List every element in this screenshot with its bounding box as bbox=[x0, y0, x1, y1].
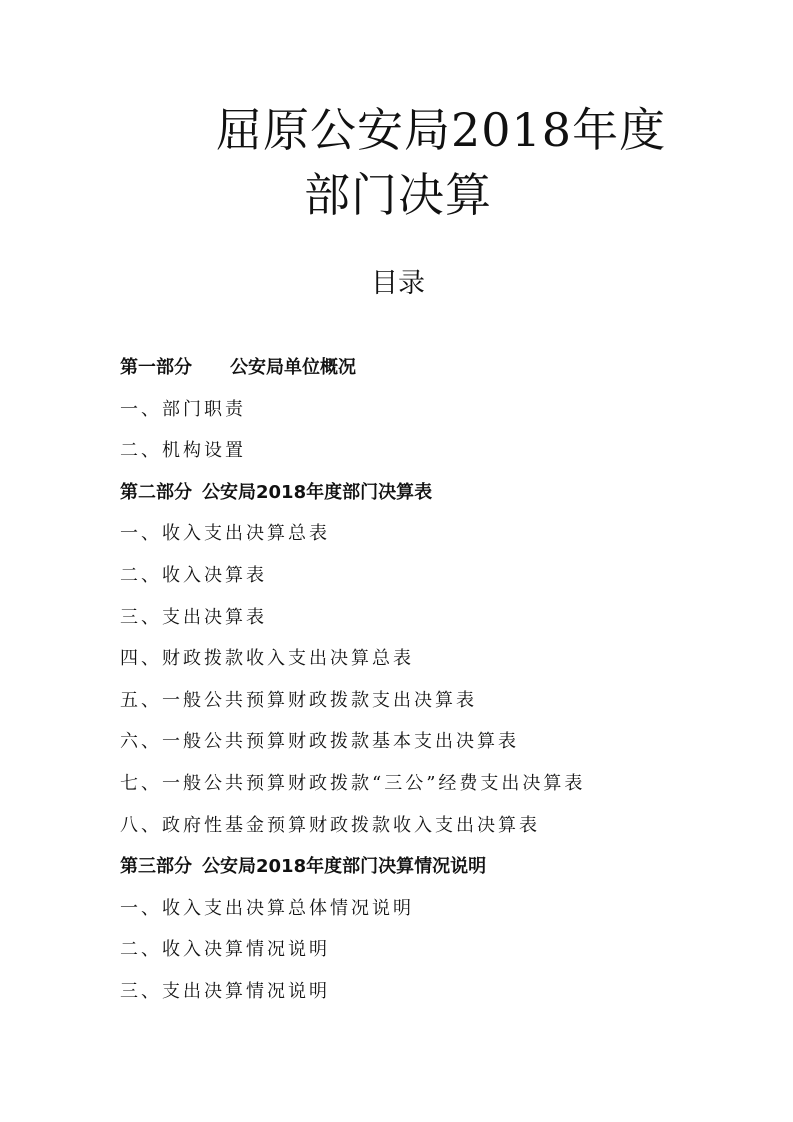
toc-entry[interactable]: 七、一般公共预算财政拨款“三公”经费支出决算表 bbox=[120, 772, 586, 794]
toc-entry[interactable]: 八、政府性基金预算财政拨款收入支出决算表 bbox=[120, 814, 540, 836]
toc-section-part-2[interactable] bbox=[120, 472, 770, 514]
toc-entry[interactable]: 二、机构设置 bbox=[120, 440, 246, 462]
toc-heading: 目录 bbox=[371, 268, 425, 299]
toc-entry[interactable]: 五、一般公共预算财政拨款支出决算表 bbox=[120, 689, 477, 711]
toc-entry[interactable]: 三、支出决算表 bbox=[120, 606, 267, 628]
toc-entry[interactable]: 一、收入支出决算总体情况说明 bbox=[120, 897, 414, 919]
toc-section-title: 公安局单位概况 bbox=[230, 357, 356, 378]
toc-entry[interactable]: 一、部门职责 bbox=[120, 398, 246, 420]
toc-entry[interactable]: 一、收入支出决算总表 bbox=[120, 523, 330, 545]
document-title-line-2: 部门决算 bbox=[304, 168, 492, 222]
document-title-line-1: 屈原公安局2018年度 bbox=[216, 103, 667, 157]
toc-section-title: 公安局2018年度部门决算表 bbox=[202, 481, 433, 503]
table-of-contents bbox=[120, 347, 770, 1013]
toc-section-part-1[interactable] bbox=[120, 347, 770, 389]
toc-entry[interactable]: 六、一般公共预算财政拨款基本支出决算表 bbox=[120, 731, 519, 753]
toc-section-label: 第二部分 bbox=[120, 481, 192, 503]
toc-section-label: 第一部分 bbox=[120, 357, 192, 378]
toc-entry[interactable]: 四、财政拨款收入支出决算总表 bbox=[120, 648, 414, 670]
toc-section-label: 第三部分 bbox=[120, 856, 192, 878]
toc-entry[interactable]: 二、收入决算表 bbox=[120, 564, 267, 586]
toc-section-part-3[interactable] bbox=[120, 846, 770, 888]
toc-section-title: 公安局2018年度部门决算情况说明 bbox=[202, 856, 487, 878]
toc-entry[interactable]: 二、收入决算情况说明 bbox=[120, 939, 330, 961]
toc-entry[interactable]: 三、支出决算情况说明 bbox=[120, 980, 330, 1002]
